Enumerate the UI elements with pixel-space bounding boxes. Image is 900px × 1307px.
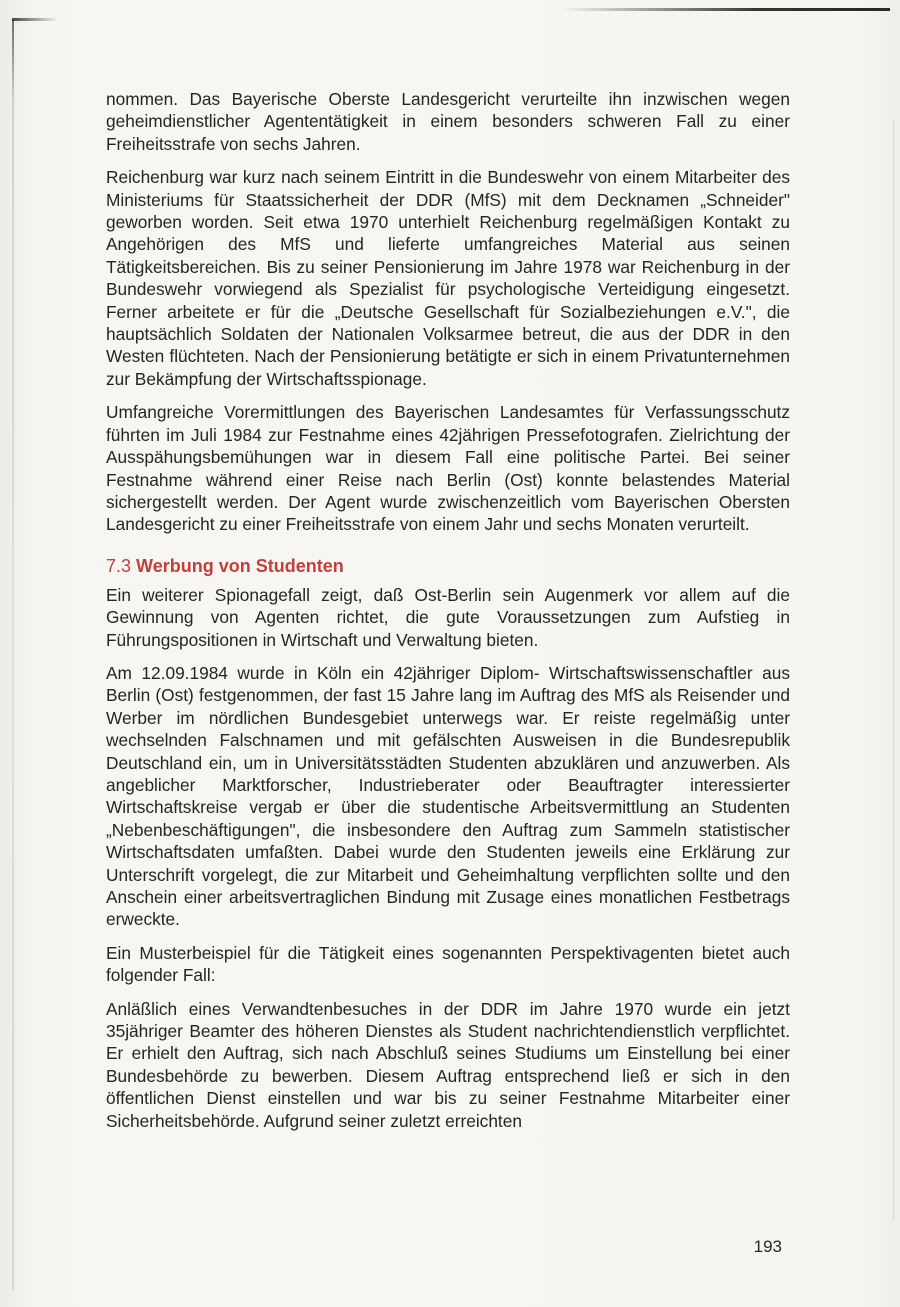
page-right-edge-shadow <box>893 120 894 1220</box>
paragraph: Ein Musterbeispiel für die Tätigkeit eines sogenannten Perspektivagenten bietet auch folgender Fall: <box>106 942 790 986</box>
paragraph: Ein weiterer Spionagefall zeigt, daß Ost-Berlin sein Augenmerk vor allem auf die Gewinnung von Agenten richtet, die gute Voraussetzungen zum Aufstieg in Führungspositionen in Wirtschaft und Verwaltung bieten. <box>106 584 790 650</box>
page-number: 193 <box>753 1237 782 1256</box>
page-top-edge-shadow <box>560 8 890 11</box>
page-left-edge-shadow <box>12 20 14 1290</box>
paragraph: Anläßlich eines Verwandtenbesuches in der DDR im Jahre 1970 wurde ein jetzt 35jähriger Beamter des höheren Dienstes als Student nachrichtendienstlich verpflichtet. Er erhielt den Auftrag, sich nach Abschluß seines Studiums um Einstellung bei einer Bundesbehörde zu bewerben. Diesem Auftrag entsprechend ließ er sich in den öffentlichen Dienst einstellen und war bis zu seiner Festnahme Mitarbeiter einer Sicherheitsbehörde. Aufgrund seiner zuletzt erreichten <box>106 998 790 1131</box>
section-title: Werbung von Studenten <box>136 555 344 576</box>
paragraph: Reichenburg war kurz nach seinem Eintritt in die Bundeswehr von einem Mitarbeiter des Ministeriums für Staatssicherheit der DDR (MfS) mit dem Decknamen „Schneider" geworben worden. Seit etwa 1970 unterhielt Reichenburg regelmäßigen Kontakt zu Angehörigen des MfS und lieferte umfangreiches Material aus seinen Tätigkeitsbereichen. Bis zu seiner Pensionierung im Jahre 1978 war Reichenburg in der Bundeswehr vorwiegend als Spezialist für psychologische Verteidigung eingesetzt. Ferner arbeitete er für die „Deutsche Gesellschaft für Sozialbeziehungen e.V.", die hauptsächlich Soldaten der Nationalen Volksarmee betreut, die aus der DDR in den Westen flüchteten. Nach der Pensionierung betätigte er sich in einem Privatunternehmen zur Bekämpfung der Wirtschaftsspionage. <box>106 167 790 389</box>
paragraph: Umfangreiche Vorermittlungen des Bayerischen Landesamtes für Verfassungsschutz führten im Juli 1984 zur Festnahme eines 42jährigen Pressefotografen. Zielrichtung der Ausspähungsbemühungen war in diesem Fall eine politische Partei. Bei seiner Festnahme während einer Reise nach Berlin (Ost) konnte belastendes Material sichergestellt werden. Der Agent wurde zwischenzeitlich vom Bayerischen Obersten Landesgericht zu einer Freiheitsstrafe von einem Jahr und sechs Monaten verurteilt. <box>106 402 790 535</box>
page-corner-mark <box>12 18 58 21</box>
section-heading <box>106 554 790 578</box>
paragraph: Am 12.09.1984 wurde in Köln ein 42jähriger Diplom- Wirtschaftswissenschaftler aus Berlin (Ost) festgenommen, der fast 15 Jahre lang im Auftrag des MfS als Reisender und Werber im nördlichen Bundesgebiet unterwegs war. Er reiste regelmäßig unter wechselnden Falschnamen und mit gefälschten Ausweisen in die Bundesrepublik Deutschland ein, um in Universitätsstädten Studenten abzuklären und anzuwerben. Als angeblicher Marktforscher, Industrieberater oder Beauftragter interessierter Wirtschaftskreise vergab er über die studentische Arbeitsvermittlung an Studenten „Nebenbeschäftigungen", die insbesondere den Auftrag zum Sammeln statistischer Wirtschaftsdaten umfaßten. Dabei wurde den Studenten jeweils eine Erklärung zur Unterschrift vorgelegt, die zur Mitarbeit und Geheimhaltung verpflichten sollte und den Anschein einer arbeitsvertraglichen Bindung mit Zusage eines monatlichen Festbetrags erweckte. <box>106 662 790 930</box>
paragraph: nommen. Das Bayerische Oberste Landesgericht verurteilte ihn inzwischen wegen geheimdienstlicher Agententätigkeit in einem besonders schweren Fall zu einer Freiheitsstrafe von sechs Jahren. <box>106 89 790 154</box>
body-text <box>106 88 790 1143</box>
section-number: 7.3 <box>106 555 132 576</box>
